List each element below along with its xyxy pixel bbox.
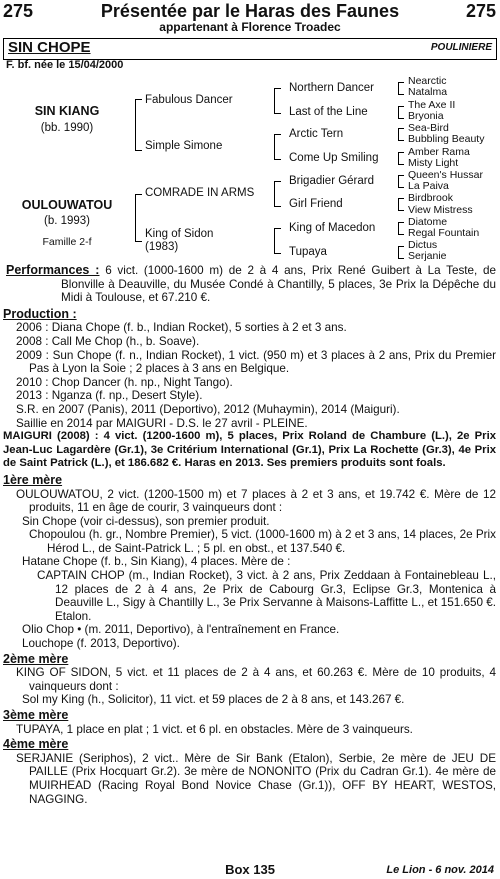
bracket-g3-1 bbox=[398, 82, 404, 95]
lot-number-left: 275 bbox=[3, 1, 34, 21]
g3-7: King of Macedon bbox=[289, 222, 376, 234]
g3-2: Last of the Line bbox=[289, 106, 368, 118]
mere3-label: 3ème mère bbox=[3, 708, 69, 722]
bracket-g3-5 bbox=[398, 175, 404, 188]
g4-13: Diatome bbox=[408, 216, 448, 228]
mere1-line: Sin Chope (voir ci-dessus), son premier produit. bbox=[22, 514, 270, 528]
horse-name: SIN CHOPE bbox=[8, 39, 91, 56]
g4-1: Nearctic bbox=[408, 75, 447, 87]
mere2-label: 2ème mère bbox=[3, 651, 69, 666]
stallion-info: MAIGURI (2008) : 4 vict. (1200-1600 m), 5 places, Prix Roland de Chambure (L.), 2e Prix Jean-Luc Lagardère (Gr.1), 3e Critérium International (Gr.1), Prix La Rochette (Gr.3), 4e Prix de Saint Patrick (L.), et 186.682 €. Haras en 2013. Ses premiers produits sont foals. bbox=[3, 430, 496, 470]
g2-dam-sire: COMRADE IN ARMS bbox=[145, 187, 255, 199]
bracket-g2-3 bbox=[274, 181, 281, 207]
mere1-line: Hatane Chope (f. b., Sin Kiang), 4 places. Mère de : bbox=[22, 555, 291, 569]
g4-5: Sea-Bird bbox=[408, 122, 449, 134]
performances bbox=[3, 264, 496, 305]
g3-1: Northern Dancer bbox=[289, 82, 375, 94]
birth-info: F. bf. née le 15/04/2000 bbox=[6, 59, 124, 71]
mere4-label: 4ème mère bbox=[3, 737, 69, 752]
horse-name-box bbox=[3, 38, 497, 60]
g4-3: The Axe II bbox=[408, 99, 456, 111]
box-number: Box 135 bbox=[225, 862, 275, 877]
g4-9: Queen's Hussar bbox=[408, 169, 483, 181]
bracket-g2-2 bbox=[274, 134, 281, 160]
production-line: 2010 : Chop Dancer (h. np., Night Tango). bbox=[16, 375, 233, 389]
g3-4: Come Up Smiling bbox=[289, 152, 379, 164]
bracket-g3-8 bbox=[398, 246, 404, 259]
bracket-g2-4 bbox=[274, 228, 281, 254]
production-line: 2009 : Sun Chope (f. n., Indian Rocket), 1 vict. (950 m) et 3 places à 2 ans, Prix du Premier Pas à Lyon la Soie ; 2 places à 3 ans en Belgique. bbox=[16, 348, 496, 376]
sale-info: Le Lion - 6 nov. 2014 bbox=[386, 864, 494, 876]
g4-10: La Paiva bbox=[408, 180, 449, 192]
bracket-g2-1 bbox=[274, 88, 281, 114]
g2-sire-sire: Fabulous Dancer bbox=[145, 94, 233, 106]
bracket-dam bbox=[135, 194, 142, 242]
g4-16: Serjanie bbox=[408, 250, 447, 262]
page-title: Présentée par le Haras des Faunes bbox=[100, 1, 400, 21]
dam-name: OULOUWATOU bbox=[21, 198, 113, 212]
g3-5: Brigadier Gérard bbox=[289, 175, 375, 187]
bracket-g3-3 bbox=[398, 128, 404, 141]
g4-14: Regal Fountain bbox=[408, 227, 480, 239]
mere4-line: SERJANIE (Seriphos), 2 vict.. Mère de Sir Bank (Etalon), Serbie, 2e mère de JEU DE PAILLE (Prix Hocquart Gr.2). 3e mère de NONONITO (Prix du Cadran Gr.1). 4e mère de MUIRHEAD (Racing Royal Bond Novice Chase (Gr.1)), OFF BY HEART, WESTOS, NAGGING. bbox=[16, 751, 496, 806]
g3-3: Arctic Tern bbox=[289, 128, 344, 140]
performances-label: Performances : bbox=[6, 263, 100, 277]
production-line: 2006 : Diana Chope (f. b., Indian Rocket), 5 sorties à 2 et 3 ans. bbox=[16, 321, 347, 335]
bracket-g3-6 bbox=[398, 198, 404, 211]
mere1-label: 1ère mère bbox=[3, 472, 63, 487]
production-label: Production : bbox=[3, 306, 77, 321]
saillie-line: Saillie en 2014 par MAIGURI - D.S. le 27 avril - PLEINE. bbox=[16, 416, 308, 430]
bracket-g3-7 bbox=[398, 222, 404, 235]
bracket-g3-4 bbox=[398, 152, 404, 165]
g4-12: View Mistress bbox=[408, 204, 473, 216]
owner-line: appartenant à Florence Troadec bbox=[159, 20, 341, 34]
g4-7: Amber Rama bbox=[408, 146, 470, 158]
g4-2: Natalma bbox=[408, 86, 448, 98]
mere1-line: Olio Chop • (m. 2011, Deportivo), à l'entraînement en France. bbox=[22, 623, 340, 637]
famille: Famille 2-f bbox=[42, 236, 92, 248]
g4-11: Birdbrook bbox=[408, 192, 453, 204]
mere1-line: Louchope (f. 2013, Deportivo). bbox=[22, 637, 180, 651]
mere1-line: OULOUWATOU, 2 vict. (1200-1500 m) et 7 places à 2 et 3 ans, et 19.742 €. Mère de 12 produits, 11 en âge de courir, 3 vainqueurs dont : bbox=[16, 487, 496, 515]
performances-text: 6 vict. (1000-1600 m) de 2 à 4 ans, Prix René Guibert à La Teste, de Blonville à Deauville, du Musée Condé à Chantilly, 5 places, 3e Prix la Dépêche du Midi à Toulouse, et 67.210 €. bbox=[61, 264, 497, 305]
g4-6: Bubbling Beauty bbox=[408, 133, 485, 145]
production-line: 2013 : Nganza (f. np., Desert Style). bbox=[16, 389, 203, 403]
g3-6: Girl Friend bbox=[289, 198, 343, 210]
bracket-sire bbox=[135, 99, 142, 151]
catalogue-body bbox=[3, 264, 496, 806]
g3-8: Tupaya bbox=[289, 246, 327, 258]
mere1-line: CAPTAIN CHOP (m., Indian Rocket), 3 vict. à 2 ans, Prix Zeddaan à Fontainebleau L., 12 places de 2 à 4 ans, 2e Prix de Cabourg Gr.3, Eclipse Gr.3, Montenica à Deauville L., Sigy à Chantilly L., 3e Prix Servanne à Maisons-Laffitte L., et 151.650 €. Etalon. bbox=[37, 569, 496, 623]
g4-15: Dictus bbox=[408, 239, 438, 251]
mere3-line: TUPAYA, 1 place en plat ; 1 vict. et 6 pl. en obstacles. Mère de 3 vainqueurs. bbox=[16, 722, 413, 736]
horse-status: POULINIERE bbox=[430, 42, 492, 53]
g4-4: Bryonia bbox=[408, 110, 444, 122]
production-line: S.R. en 2007 (Panis), 2011 (Deportivo), 2012 (Muhaymin), 2014 (Maiguri). bbox=[16, 402, 400, 416]
production-line: 2008 : Call Me Chop (h., b. Soave). bbox=[16, 334, 200, 348]
sire-name: SIN KIANG bbox=[34, 104, 100, 118]
mere2-line: Sol my King (h., Solicitor), 11 vict. et 59 places de 2 à 8 ans, et 143.267 €. bbox=[22, 693, 405, 707]
g2-sire-dam: Simple Simone bbox=[145, 140, 223, 152]
lot-number-right: 275 bbox=[465, 1, 496, 21]
g2-dam-dam-year: (1983) bbox=[145, 241, 179, 253]
dam-year: (b. 1993) bbox=[43, 215, 91, 227]
mere1-line: Chopoulou (h. gr., Nombre Premier), 5 vict. (1000-1600 m) à 2 et 3 ans, 14 places, 2e Prix Hérod L., de Saint-Patrick L. ; 5 pl. en obst., et 137.540 €. bbox=[29, 528, 496, 555]
bracket-g3-2 bbox=[398, 106, 404, 119]
sire-year: (bb. 1990) bbox=[40, 122, 94, 134]
mere2-line: KING OF SIDON, 5 vict. et 11 places de 2 à 4 ans, et 60.263 €. Mère de 10 produits, 4 vainqueurs dont : bbox=[16, 666, 496, 693]
g2-dam-dam: King of Sidon bbox=[145, 228, 214, 240]
g4-8: Misty Light bbox=[408, 157, 459, 169]
